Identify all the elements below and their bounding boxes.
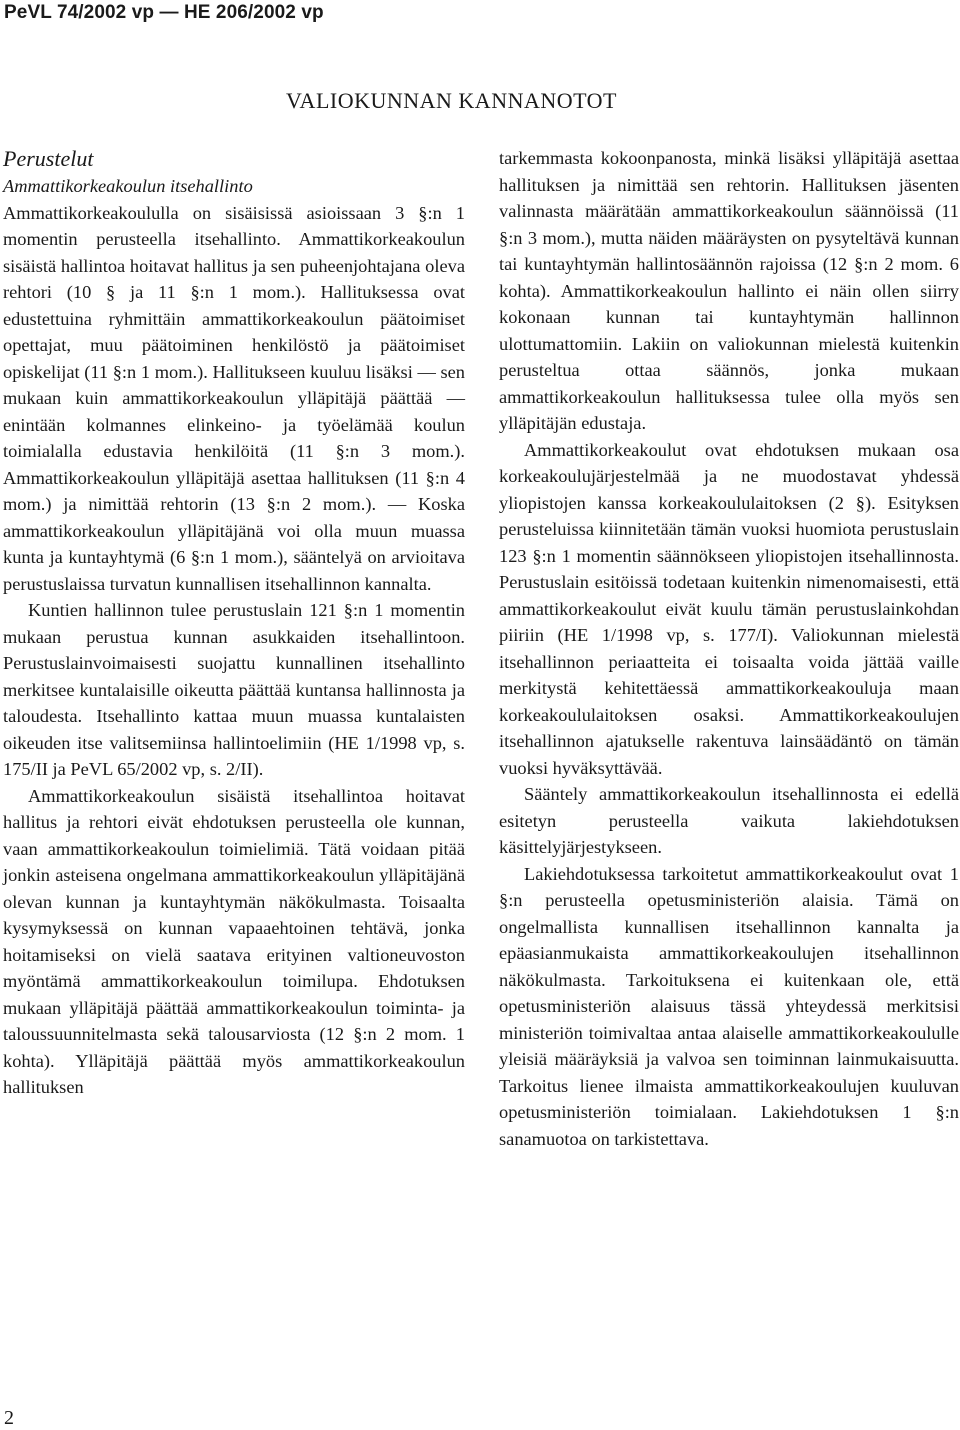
heading-perustelut: Perustelut <box>3 146 94 171</box>
paragraph: Lakiehdotuksessa tarkoitetut ammattikorkeakoulut ovat 1 §:n perusteella opetusministeriön alaisia. Tämä on ongelmallista kunnallisen itsehallinnon kannalta ja epäasianmukaista ammattikorkeakoulujen itsehallinnon näkökulmasta. Tarkoituksena ei kuitenkaan ole, että opetusministeriön alaisuus tässä yhteydessä merkitsisi ministeriön toimivaltaa antaa alaiselle ammattikorkeakoululle yleisiä määräyksiä ja valvoa sen toiminnan lainmukaisuutta. Tarkoitus lienee ilmaista ammattikorkeakoulujen kuuluvan opetusministeriön toimialaan. Lakiehdotuksen 1 §:n sanamuotoa on tarkistettava. <box>499 863 959 1149</box>
paragraph: Ammattikorkeakoululla on sisäisissä asioissaan 3 §:n 1 momentin perusteella itsehallinto. Ammattikorkeakoulun sisäistä hallintoa hoitavat hallitus ja sen puheenjohtajana oleva rehtori (10 § ja 11 §:n 1 mom.). Hallituksessa ovat edustettuina ryhmittäin ammattikorkeakoulun päätoimiset opettajat, muu päätoiminen henkilöstö ja päätoimiset opiskelijat (11 §:n 1 mom.). Hallitukseen kuuluu lisäksi — sen mukaan kuin ammattikorkeakoulun ylläpitäjä päättää — enintään kolmannes elinkeino- ja työelämää koulun toimialalla edustavia henkilöitä (11 §:n 3 mom.). Ammattikorkeakoulun ylläpitäjä asettaa hallituksen (11 §:n 4 mom.) ja nimittää rehtorin (13 §:n 2 mom.). — Koska ammattikorkeakoulun ylläpitäjänä voi olla muun muassa kunta ja kuntayhtymä (6 §:n 1 mom.), sääntelyä on arvioitava perustuslaissa turvatun kunnallisen itsehallinnon kannalta. <box>3 202 465 594</box>
page-number: 2 <box>4 1407 14 1429</box>
left-column <box>3 145 465 1101</box>
section-heading: VALIOKUNNAN KANNANOTOT <box>286 88 617 113</box>
subheading-itsehallinto: Ammattikorkeakoulun itsehallinto <box>3 176 253 196</box>
running-head: PeVL 74/2002 vp — HE 206/2002 vp <box>4 2 324 23</box>
paragraph: Ammattikorkeakoulun sisäistä itsehallintoa hoitavat hallitus ja rehtori eivät ehdotuksen perusteella ole kunnan, vaan ammattikorkeakoulun toimielimiä. Tätä voidaan pitää jonkin asteisena ongelmana ammattikorkeakoulun ylläpitäjänä olevan kunnan ja kuntayhtymän näkökulmasta. Toisaalta kysymyksessä on kunnan vapaaehtoinen tehtävä, jonka hoitamiseksi on vielä saatava erityinen valtioneuvoston myöntämä ammattikorkeakoulun toimilupa. Ehdotuksen mukaan ylläpitäjä päättää ammattikorkeakoulun toiminta- ja taloussuunnitelmasta sekä talousarviosta (12 §:n 2 mom. 1 kohta). Ylläpitäjä päättää myös ammattikorkeakoulun hallituksen <box>3 785 465 1097</box>
right-column <box>499 145 959 1152</box>
paragraph: tarkemmasta kokoonpanosta, minkä lisäksi ylläpitäjä asettaa hallituksen ja nimittää sen rehtorin. Hallituksen jäsenten valinnasta määrätään ammattikorkeakoulun säännöissä (11 §:n 3 mom.), mutta näiden määräysten on pysyteltävä kunnan tai kuntayhtymän hallintosäännön rajoissa (12 §:n 2 mom. 6 kohta). Ammattikorkeakoulun hallinto ei näin ollen siirry kokonaan kunnan tai kuntayhtymän hallinnon ulottumattomiin. Lakiin on valiokunnan mielestä kuitenkin perusteltua ottaa säännös, jonka mukaan ammattikorkeakoulun hallituksessa tulee olla myös sen ylläpitäjän edustaja. <box>499 148 959 433</box>
paragraph: Ammattikorkeakoulut ovat ehdotuksen mukaan osa korkeakoulujärjestelmää ja ne muodostavat yhdessä yliopistojen kanssa korkeakoululaitoksen (2 §). Esityksen perusteluissa kiinnitetään tämän vuoksi huomiota perustuslain 123 §:n 1 momentin säännökseen yliopistojen itsehallinnosta. Perustuslain esitöissä todetaan kuitenkin nimenomaisesti, että ammattikorkeakoulut eivät kuulu tämän perustuslainkohdan piiriin (HE 1/1998 vp, s. 177/I). Valiokunnan mielestä itsehallinnon periaatteita ei toisaalta voida jättää vaille merkitystä kehitettäessä ammattikorkeakouluja maan korkeakoululaitoksen osaksi. Ammattikorkeakoulujen itsehallinnon ajatukselle rakentuva lainsäädäntö on tämän vuoksi hyväksyttävää. <box>499 439 959 778</box>
paragraph: Sääntely ammattikorkeakoulun itsehallinnosta ei edellä esitetyn perusteella vaikuta lakiehdotuksen käsittelyjärjestykseen. <box>499 784 959 857</box>
paragraph: Kuntien hallinnon tulee perustuslain 121 §:n 1 momentin mukaan perustua kunnan asukkaiden itsehallintoon. Perustuslainvoimaisesti suojattu kunnallinen itsehallinto merkitsee kuntalaisille oikeutta päättää kuntansa hallinnosta ja taloudesta. Itsehallinto kattaa muun muassa kuntalaisten oikeuden itse valitsemiinsa hallintoelimiin (HE 1/1998 vp, s. 175/II ja PeVL 65/2002 vp, s. 2/II). <box>3 600 465 779</box>
